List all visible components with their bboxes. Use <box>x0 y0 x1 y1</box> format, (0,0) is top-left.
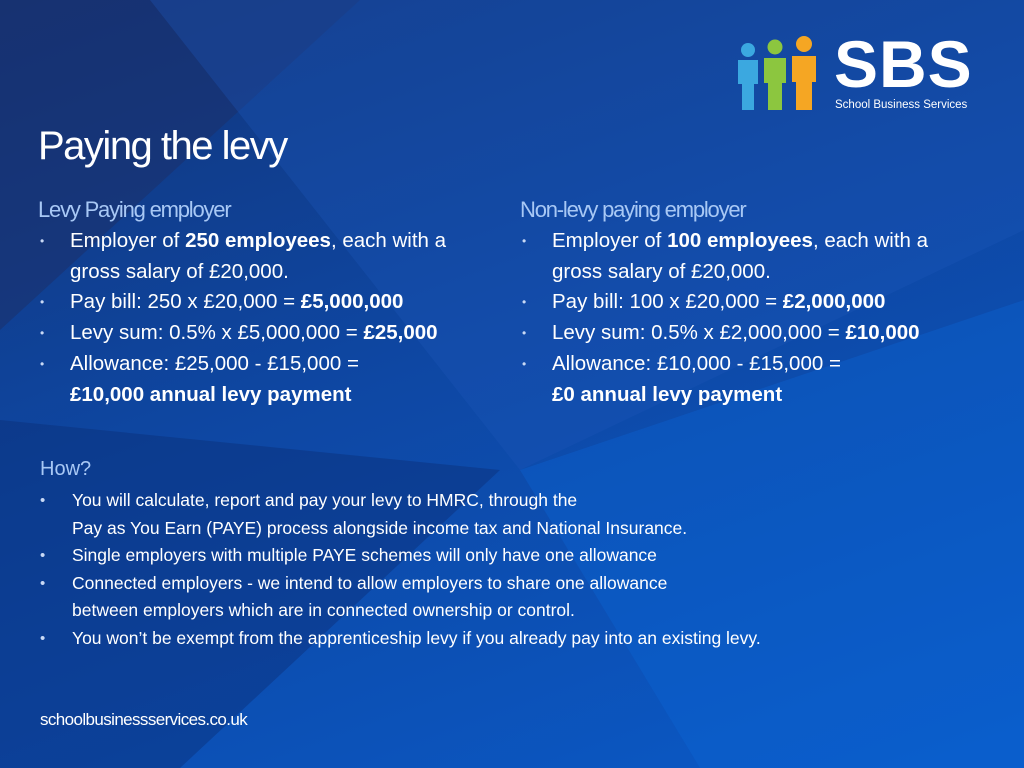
bullet-icon: • <box>522 326 527 341</box>
sbs-logo-subtitle: School Business Services <box>835 99 968 111</box>
bullet-icon: • <box>40 295 45 310</box>
list-item: • Pay bill: 250 x £20,000 = £5,000,000 <box>38 287 498 318</box>
non-levy-paying-heading: Non-levy paying employer <box>520 197 746 222</box>
sbs-logo-text: SBS <box>834 27 973 101</box>
how-list <box>40 487 940 652</box>
list-item: • Employer of 100 employees, each with a gross salary of £20,000. <box>520 226 980 287</box>
bullet-icon: • <box>522 234 527 248</box>
bullet-icon: • <box>522 295 527 310</box>
bullet-icon: • <box>40 492 46 509</box>
bullet-icon: • <box>40 234 45 248</box>
person-orange-icon <box>792 36 816 110</box>
list-item: • Allowance: £10,000 - £15,000 = £0 annual levy payment <box>520 349 980 410</box>
bullet-icon: • <box>40 326 45 341</box>
non-levy-paying-list <box>520 226 980 410</box>
bullet-icon: • <box>40 629 46 647</box>
list-item: • Allowance: £25,000 - £15,000 = £10,000 annual levy payment <box>38 349 498 410</box>
slide-title: Paying the levy <box>38 124 287 168</box>
list-item: • Levy sum: 0.5% x £5,000,000 = £25,000 <box>38 318 498 349</box>
how-heading: How? <box>40 458 92 480</box>
levy-paying-heading: Levy Paying employer <box>38 197 231 222</box>
non-levy-paying-column <box>520 196 980 410</box>
list-item: • Pay bill: 100 x £20,000 = £2,000,000 <box>520 287 980 318</box>
levy-paying-column <box>38 196 498 410</box>
person-blue-icon <box>738 43 758 110</box>
list-item: • Connected employers - we intend to allow employers to share one allowance between employers which are in connected ownership or control. <box>40 570 940 625</box>
list-item: • You will calculate, report and pay your levy to HMRC, through the Pay as You Earn (PAYE) process alongside income tax and National Insurance. <box>40 487 940 542</box>
bullet-icon: • <box>40 574 46 592</box>
list-item: • Levy sum: 0.5% x £2,000,000 = £10,000 <box>520 318 980 349</box>
person-green-icon <box>764 40 786 111</box>
bullet-icon: • <box>522 356 527 371</box>
list-item: • You won’t be exempt from the apprenticeship levy if you already pay into an existing levy. <box>40 625 940 653</box>
list-item: • Single employers with multiple PAYE schemes will only have one allowance <box>40 542 940 570</box>
bullet-icon: • <box>40 547 46 564</box>
bullet-icon: • <box>40 356 45 371</box>
levy-paying-list <box>38 226 498 410</box>
footer-website-url: schoolbusinessservices.co.uk <box>40 710 248 729</box>
list-item: • Employer of 250 employees, each with a gross salary of £20,000. <box>38 226 498 287</box>
